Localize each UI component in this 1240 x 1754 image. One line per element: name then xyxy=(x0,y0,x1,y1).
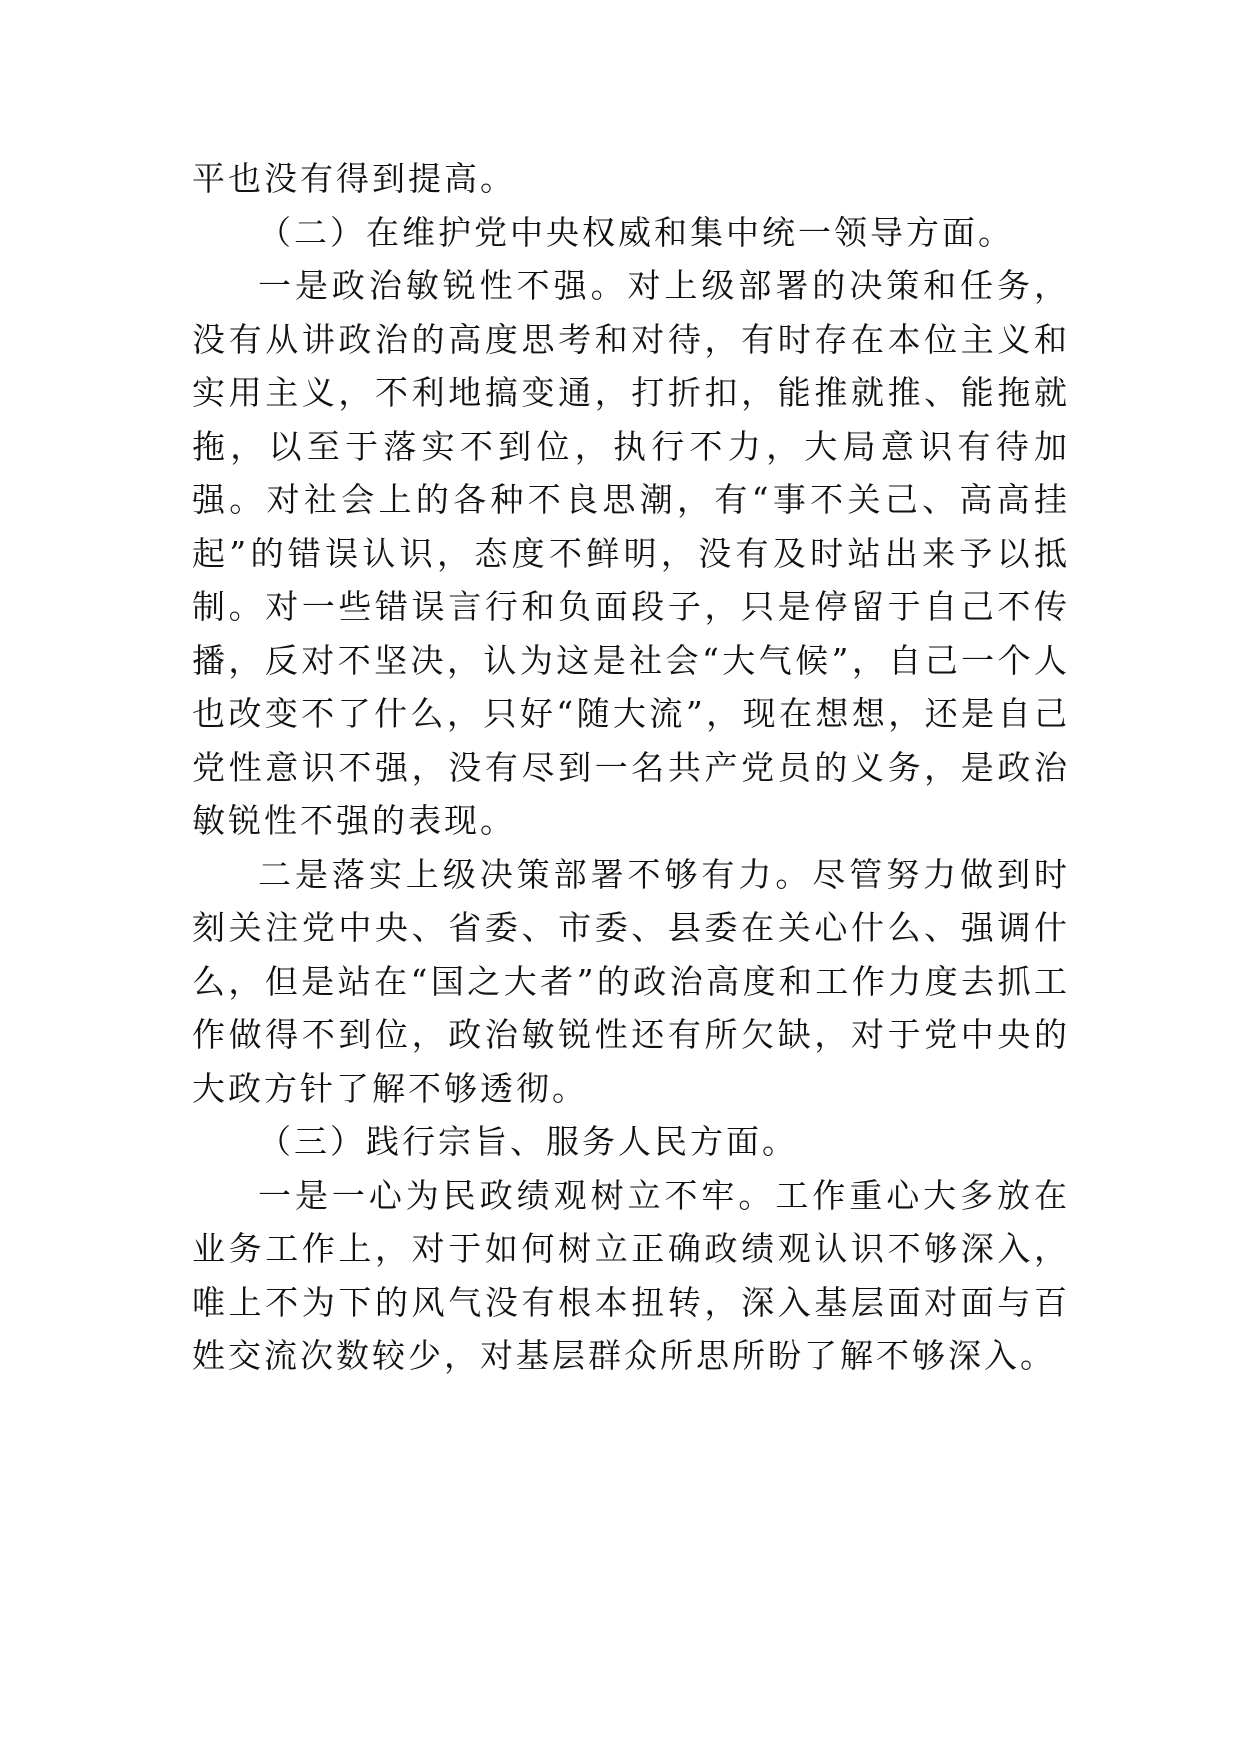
section-heading-three: （三）践行宗旨、服务人民方面。 xyxy=(258,1122,798,1161)
section-heading-two: （二）在维护党中央权威和集中统一领导方面。 xyxy=(258,212,1014,252)
body-paragraph-implementation: 二是落实上级决策部署不够有力。尽管努力做到时刻关注党中央、省委、市委、县委在关心什么、强调什么，但是站在“国之大者”的政治高度和工作力度去抓工作做得不到位，政治敏锐性还有所欠缺，对于党中央的大政方针了解不够透彻。 xyxy=(192,854,1070,1108)
body-paragraph-performance-view: 一是一心为民政绩观树立不牢。工作重心大多放在业务工作上，对于如何树立正确政绩观认识不够深入，唯上不为下的风气没有根本扭转，深入基层面对面与百姓交流次数较少，对基层群众所思所盼了解不够深入。 xyxy=(192,1175,1070,1375)
body-paragraph-political-sensitivity: 一是政治敏锐性不强。对上级部署的决策和任务，没有从讲政治的高度思考和对待，有时存在本位主义和实用主义，不利地搞变通，打折扣，能推就推、能拖就拖，以至于落实不到位，执行不力，大局意识有待加强。对社会上的各种不良思潮，有“事不关己、高高挂起”的错误认识，态度不鲜明，没有及时站出来予以抵制。对一些错误言行和负面段子，只是停留于自己不传播，反对不坚决，认为这是社会“大气候”，自己一个人也改变不了什么，只好“随大流”，现在想想，还是自己党性意识不强，没有尽到一名共产党员的义务，是政治敏锐性不强的表现。 xyxy=(192,266,1070,840)
document-body xyxy=(192,152,1070,1383)
continuation-paragraph: 平也没有得到提高。 xyxy=(192,159,516,198)
